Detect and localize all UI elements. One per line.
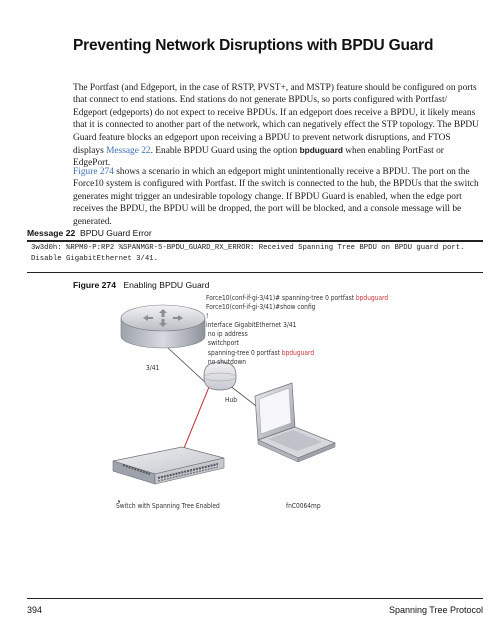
switch-icon	[113, 447, 224, 503]
cli-keyword: bpduguard	[355, 294, 389, 302]
section-title: Spanning Tree Protocol	[388, 605, 483, 615]
laptop-icon	[255, 383, 335, 462]
cli-line	[206, 358, 395, 367]
cli-line-text: Force10(conf-if-gi-3/41)# spanning-tree 0 portfast	[206, 294, 356, 302]
intro-text-3: when enabling PortFast or EdgePort.	[73, 146, 444, 169]
figure-title: Enabling BPDU Guard	[123, 280, 210, 290]
router-icon	[121, 305, 205, 348]
cli-line-text: switchport	[206, 339, 239, 348]
hub-label: Hub	[225, 396, 237, 404]
cli-line	[206, 312, 395, 321]
cli-line	[206, 321, 395, 330]
cli-line	[206, 294, 395, 303]
port-label: 3/41	[146, 364, 160, 372]
cli-line	[206, 330, 395, 339]
cli-line	[206, 349, 395, 358]
intro-text-1: The Portfast (and Edgeport, in the case of RSTP, PVST+, and MSTP) feature should be configured on ports that connect to end stations. End stations do not generate BPDUs, so ports configured with Portfast/ Edgeport (edgeports) do not expect to receive BPDUs. If an edgeport does receive a BPDU, it likely means that it is connected to another part of the network, which can negatively effect the STP topology. The BPDU Guard feature blocks an edgeport upon receiving a BPDU to prevent network disruptions, and FTOS displays	[73, 83, 479, 157]
scenario-text: shows a scenario in which an edgeport might unintentionally receive a BPDU. The port on the Force10 system is configured with Portfast. If the switch is connected to the hub, the BPDUs that the switch generates might trigger an undesirable topology change. If BPDU Guard is enabled, when the edge port receives the BPDU, the BPDU will be dropped, the port will be blocked, and a console message will be generated.	[73, 167, 479, 227]
cli-line-text: Force10(conf-if-gi-3/41)#show config	[206, 303, 316, 312]
cli-line-text: spanning-tree 0 portfast	[206, 348, 282, 357]
intro-text-2: . Enable BPDU Guard using the option	[150, 146, 300, 157]
message-title: BPDU Guard Error	[80, 228, 152, 238]
cli-keyword: bpduguard	[281, 348, 315, 357]
cli-line-text: interface GigabitEthernet 3/41	[206, 321, 297, 330]
message-number: Message 22	[27, 228, 76, 238]
message-body: 3w3d0h: %RPM0-P:RP2 %SPANMGR-5-BPDU_GUARD_RX_ERROR: Received Spanning Tree BPDU on BPDU guard port. Disable GigabitEthernet 3/41.	[31, 244, 469, 264]
cli-line	[206, 339, 395, 348]
figure-number: Figure 274	[73, 280, 116, 290]
page-number: 394	[27, 605, 43, 615]
page-heading: Preventing Network Disruptions with BPDU Guard	[73, 37, 434, 54]
message-22-link[interactable]: Message 22	[106, 146, 151, 157]
cli-line-text: !	[206, 312, 209, 321]
cli-line-text: no shutdown	[206, 357, 247, 366]
cli-line	[206, 303, 395, 312]
figure-id: fnC0064mp	[286, 502, 321, 510]
cli-line-text: no ip address	[206, 330, 248, 339]
router-hub-link	[168, 348, 207, 384]
footer-rule	[27, 598, 483, 599]
cli-config-block	[206, 294, 395, 367]
figure-274-link[interactable]: Figure 274	[73, 167, 114, 177]
switch-label: Switch with Spanning Tree Enabled	[116, 502, 220, 510]
bpduguard-keyword: bpduguard	[299, 145, 343, 156]
